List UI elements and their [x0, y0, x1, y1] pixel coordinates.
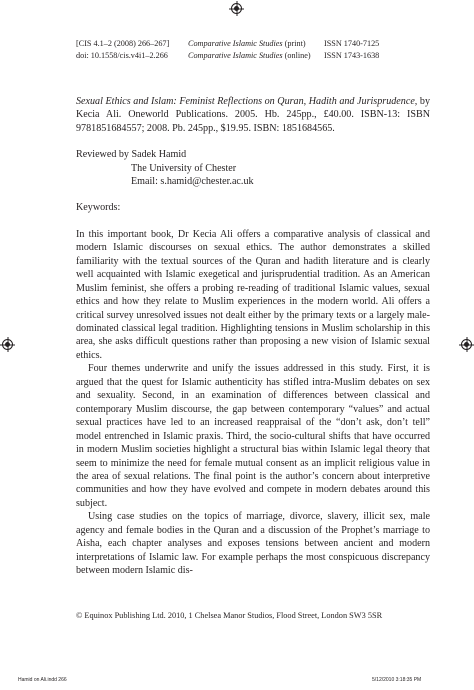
keywords-label: Keywords: [76, 202, 121, 214]
slug-timestamp: 5/12/2010 3:18:35 PM [372, 677, 422, 683]
reviewer-block [76, 148, 430, 188]
issn: ISSN 1740-7125 [324, 39, 380, 48]
running-header-online [76, 50, 430, 62]
book-details: by Kecia Ali. Oneworld Publications. 2005. Hb. 245pp., £40.00. ISBN-13: ISBN 9781851684557; 2008. Pb. 245pp., $19.95. ISBN: 1851684565. [76, 96, 430, 134]
slug-filename: Hamid on Ali.indd 266 [18, 677, 67, 683]
reviewer-affiliation: The University of Chester [131, 162, 237, 174]
paragraph: Four themes underwrite and unify the issues addressed in this study. First, it is argued that the quest for Islamic authenticity has stifled intra-Muslim debates on sex and sexuality. Second, in an examination of differences between classical and contemporary Muslim discourse, the gap between contemporary “values” and actual sexual practices have led to an increased reappraisal of the “don’t ask, don’t tell” model entrenched in Islamic praxis. Third, the socio-cultural shifts that have occurred in modern Muslim societies highlight a structural bias within Islamic legal theory that seem to minimize the need for female mutual consent as an implicit religious value in the area of sexual relations. The final point is the author’s concern about interpretive communities and how they have evolved and compete in modern debates around this subject. [76, 363, 430, 509]
page-content [76, 38, 430, 578]
journal-name: Comparative Islamic Studies (online) [188, 51, 311, 60]
reviewer-name: Reviewed by Sadek Hamid [76, 149, 187, 161]
issn: ISSN 1743-1638 [324, 51, 380, 60]
book-citation [76, 95, 430, 135]
book-title: Sexual Ethics and Islam: Feminist Reflections on Quran, Hadith and Jurisprudence, [76, 96, 418, 107]
copyright-line: © Equinox Publishing Ltd. 2010, 1 Chelsea Manor Studios, Flood Street, London SW3 5SR [76, 611, 383, 620]
doi: doi: 10.1558/cis.v4i1–2.266 [76, 51, 168, 60]
registration-mark-right [461, 339, 472, 350]
journal-name: Comparative Islamic Studies (print) [188, 39, 306, 48]
running-header-print [76, 38, 430, 50]
paragraph: In this important book, Dr Kecia Ali offers a comparative analysis of classical and modern Islamic discourses on sexual ethics. The author demonstrates a skilled familiarity with the textual sources of the Quran and hadith literature and is clearly well acquainted with Islamic exegetical and jurisprudential tradition. As an American Muslim feminist, she offers a probing re-reading of traditional Islamic values, sexual ethics and how they relate to Muslim experiences in the modern world. Ali offers a critical survey unresolved issues not dealt either by the primary texts or a largely male-dominated classical legal tradition. Highlighting tensions in Muslim scholarship in this area, she asks difficult questions rather than proposing a new vision of Islamic sexual ethics. [76, 228, 430, 361]
registration-mark-left [2, 339, 13, 350]
citation: [CIS 4.1–2 (2008) 266–267] [76, 39, 170, 48]
review-body [76, 228, 430, 578]
paragraph: Using case studies on the topics of marriage, divorce, slavery, illicit sex, male agency and female bodies in the Quran and a discussion of the Prophet’s marriage to Aisha, each chapter analyses and exposes tensions between ancient and modern interpretations of Islamic law. For example perhaps the most conspicuous discrepancy between modern Islamic dis- [76, 511, 430, 577]
reviewer-email: Email: s.hamid@chester.ac.uk [131, 176, 254, 188]
registration-mark-top [231, 3, 242, 14]
